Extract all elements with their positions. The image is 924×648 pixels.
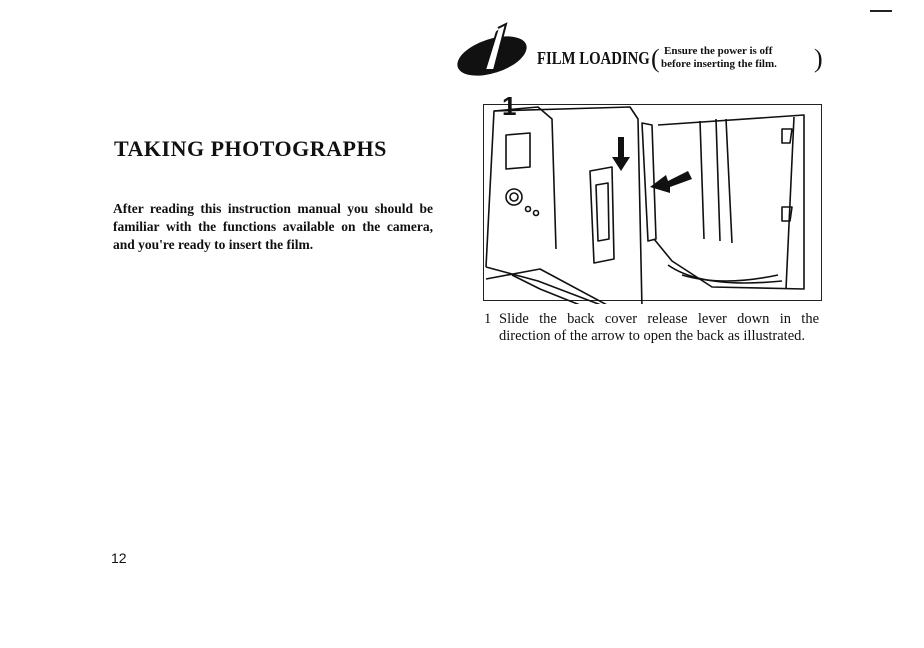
page-number: 12	[111, 550, 127, 566]
film-loading-header	[454, 22, 834, 80]
section-title: TAKING PHOTOGRAPHS	[114, 136, 387, 161]
power-notice	[661, 45, 777, 71]
step-text: Slide the back cover release lever down in the direction of the arrow to open the back as illustrated.	[499, 311, 819, 344]
notice-line-1: Ensure the power is off	[664, 45, 773, 57]
notice-paren-open: (	[651, 44, 660, 73]
figure-frame	[483, 91, 822, 301]
figure-step-number: 1	[502, 91, 517, 121]
step-number: 1	[484, 311, 492, 327]
notice-paren-close: )	[814, 44, 823, 73]
step-badge-icon	[454, 22, 534, 76]
header-title: FILM LOADING	[537, 48, 650, 68]
intro-paragraph: After reading this instruction manual you should be familiar with the functions available on the camera, and you're ready to insert the film.	[113, 201, 433, 252]
camera-back-cover-open-illustration	[482, 89, 825, 304]
notice-line-2: before inserting the film.	[661, 58, 777, 70]
corner-mark	[870, 10, 892, 12]
